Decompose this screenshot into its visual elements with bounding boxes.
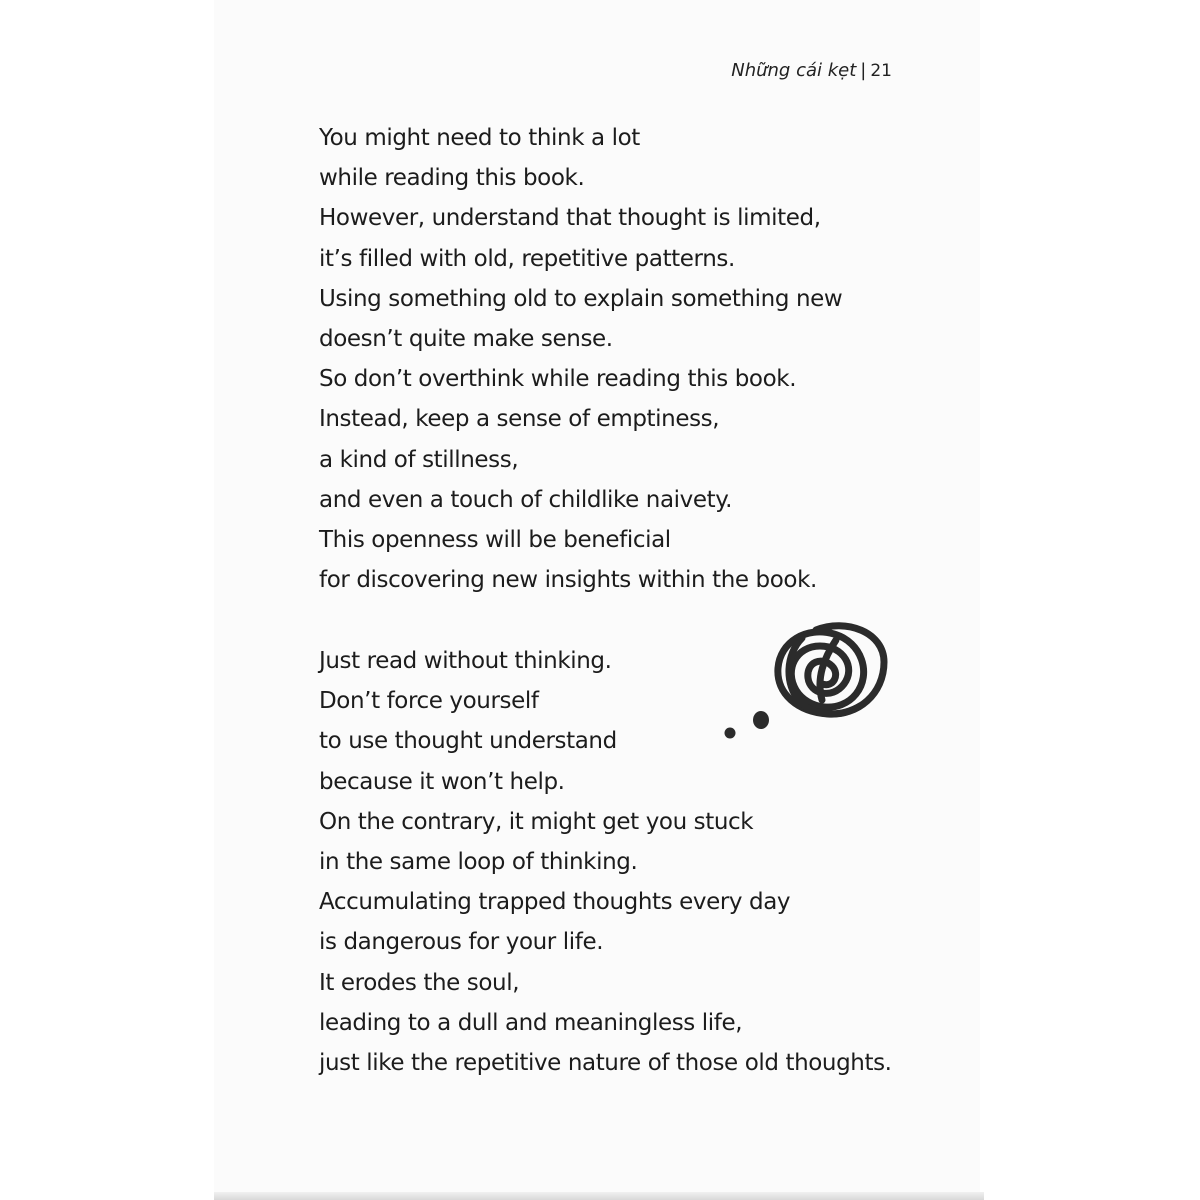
text-line: You might need to think a lot	[319, 125, 640, 151]
header-separator: |	[860, 60, 867, 81]
text-line: However, understand that thought is limited,	[319, 205, 821, 232]
page-bottom-edge	[214, 1192, 984, 1200]
text-line: doesn’t quite make sense.	[319, 326, 613, 353]
text-line: is dangerous for your life.	[319, 929, 604, 956]
page-number: 21	[870, 61, 892, 81]
text-line: for discovering new insights within the book.	[319, 567, 817, 594]
text-line: It erodes the soul,	[319, 969, 520, 996]
text-line: Don’t force yourself	[319, 688, 539, 715]
text-line: a kind of stillness,	[319, 446, 519, 473]
text-line: On the contrary, it might get you stuck	[319, 808, 754, 835]
text-line: because it won’t help.	[319, 768, 565, 795]
chapter-title: Những cái kẹt	[731, 60, 857, 81]
text-line: it’s filled with old, repetitive patterns.	[319, 245, 735, 272]
text-line: Accumulating trapped thoughts every day	[319, 889, 791, 916]
text-line: in the same loop of thinking.	[319, 849, 638, 876]
text-line: This openness will be beneficial	[319, 527, 671, 554]
running-header	[731, 60, 892, 81]
text-line: and even a touch of childlike naivety.	[319, 486, 733, 513]
paragraph-1	[319, 118, 842, 600]
text-line: Using something old to explain something new	[319, 285, 843, 312]
text-line: Just read without thinking.	[319, 648, 612, 674]
text-line: while reading this book.	[319, 165, 585, 192]
text-line: just like the repetitive nature of those old thoughts.	[319, 1050, 892, 1077]
text-line: leading to a dull and meaningless life,	[319, 1009, 743, 1036]
text-line: Instead, keep a sense of emptiness,	[319, 406, 720, 433]
text-line: So don’t overthink while reading this book.	[319, 366, 797, 393]
text-line: to use thought understand	[319, 728, 617, 755]
tangled-thought-bubble-icon	[716, 610, 896, 750]
